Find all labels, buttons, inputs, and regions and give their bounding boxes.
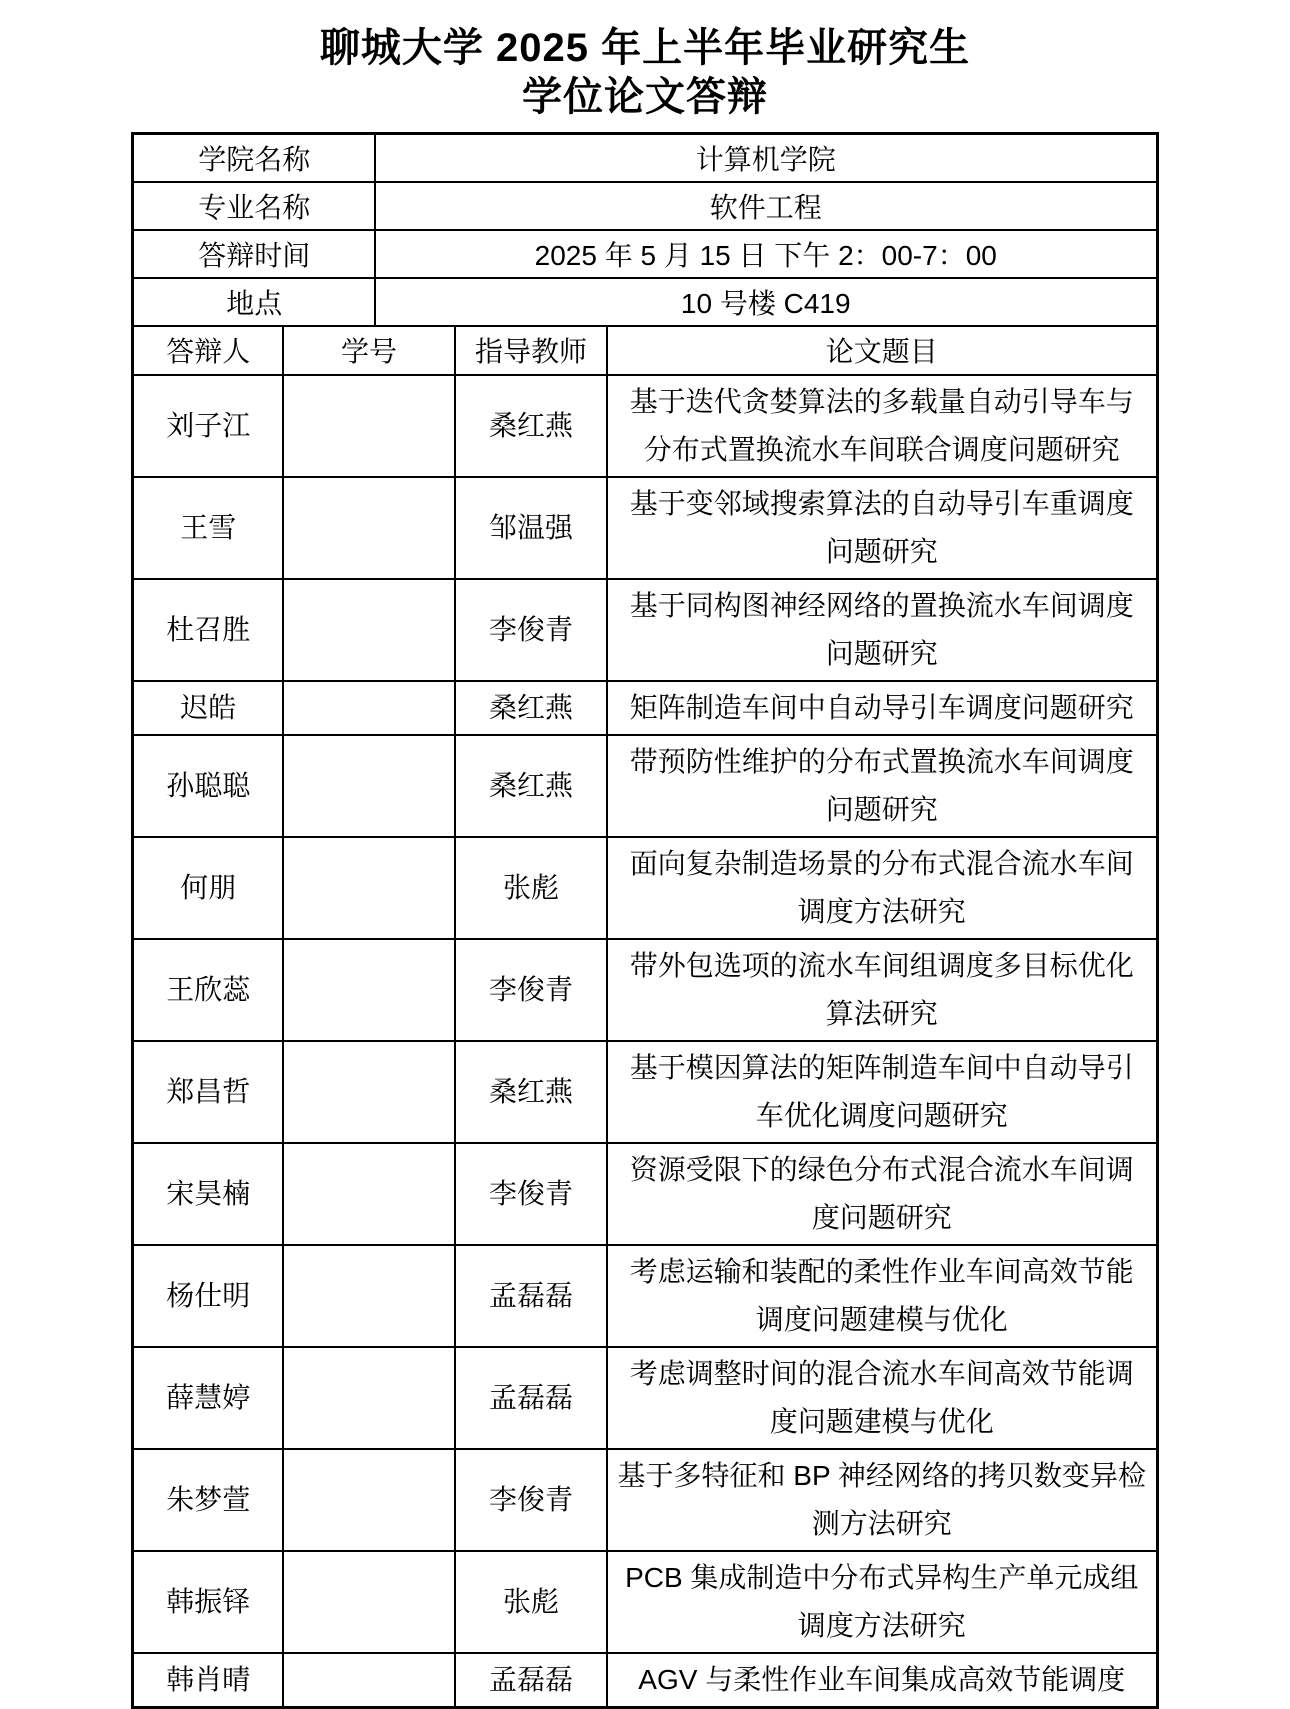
info-label-college: 学院名称 [133, 134, 375, 182]
table-row [133, 1143, 1157, 1245]
table-row [133, 1347, 1157, 1449]
cell-advisor: 邹温强 [455, 477, 607, 579]
cell-defender: 杨仕明 [133, 1245, 283, 1347]
table-row [133, 477, 1157, 579]
info-row-college [133, 134, 1157, 182]
page-title-line1: 聊城大学 2025 年上半年毕业研究生 [319, 26, 971, 70]
cell-defender: 薛慧婷 [133, 1347, 283, 1449]
cell-advisor: 桑红燕 [455, 1041, 607, 1143]
cell-thesis-title: 矩阵制造车间中自动导引车调度问题研究 [607, 681, 1157, 735]
cell-student-id [283, 375, 455, 477]
table-row [133, 1653, 1157, 1708]
table-row [133, 735, 1157, 837]
info-value-college: 计算机学院 [375, 134, 1157, 182]
cell-student-id [283, 1347, 455, 1449]
cell-student-id [283, 1551, 455, 1653]
table-row [133, 837, 1157, 939]
cell-defender: 郑昌哲 [133, 1041, 283, 1143]
cell-thesis-title: 面向复杂制造场景的分布式混合流水车间调度方法研究 [607, 837, 1157, 939]
cell-student-id [283, 681, 455, 735]
table-row [133, 939, 1157, 1041]
cell-thesis-title: AGV 与柔性作业车间集成高效节能调度 [607, 1653, 1157, 1708]
cell-student-id [283, 1041, 455, 1143]
info-value-location: 10 号楼 C419 [375, 278, 1157, 326]
cell-student-id [283, 939, 455, 1041]
cell-advisor: 张彪 [455, 837, 607, 939]
cell-advisor: 桑红燕 [455, 375, 607, 477]
table-row [133, 1041, 1157, 1143]
table-row [133, 375, 1157, 477]
cell-advisor: 桑红燕 [455, 735, 607, 837]
cell-student-id [283, 579, 455, 681]
page-title-line2: 学位论文答辩 [522, 75, 768, 119]
header-advisor: 指导教师 [455, 326, 607, 375]
cell-advisor: 孟磊磊 [455, 1653, 607, 1708]
table-row [133, 681, 1157, 735]
cell-advisor: 李俊青 [455, 1449, 607, 1551]
cell-advisor: 孟磊磊 [455, 1347, 607, 1449]
cell-defender: 宋昊楠 [133, 1143, 283, 1245]
cell-thesis-title: 基于模因算法的矩阵制造车间中自动导引车优化调度问题研究 [607, 1041, 1157, 1143]
cell-advisor: 李俊青 [455, 579, 607, 681]
cell-student-id [283, 1449, 455, 1551]
info-label-location: 地点 [133, 278, 375, 326]
table-row [133, 1449, 1157, 1551]
cell-student-id [283, 837, 455, 939]
cell-advisor: 李俊青 [455, 1143, 607, 1245]
info-row-time [133, 230, 1157, 278]
cell-defender: 孙聪聪 [133, 735, 283, 837]
table-row [133, 1245, 1157, 1347]
cell-defender: 朱梦萱 [133, 1449, 283, 1551]
cell-advisor: 李俊青 [455, 939, 607, 1041]
info-row-location [133, 278, 1157, 326]
cell-defender: 杜召胜 [133, 579, 283, 681]
header-thesis-title: 论文题目 [607, 326, 1157, 375]
cell-defender: 何朋 [133, 837, 283, 939]
cell-defender: 王雪 [133, 477, 283, 579]
cell-defender: 迟皓 [133, 681, 283, 735]
info-value-time: 2025 年 5 月 15 日 下午 2：00-7：00 [375, 230, 1157, 278]
info-label-time: 答辩时间 [133, 230, 375, 278]
table-row [133, 579, 1157, 681]
table-header-row [133, 326, 1157, 375]
info-value-major: 软件工程 [375, 182, 1157, 230]
header-defender: 答辩人 [133, 326, 283, 375]
cell-thesis-title: 基于变邻域搜索算法的自动导引车重调度问题研究 [607, 477, 1157, 579]
cell-defender: 刘子江 [133, 375, 283, 477]
cell-thesis-title: PCB 集成制造中分布式异构生产单元成组调度方法研究 [607, 1551, 1157, 1653]
cell-thesis-title: 考虑调整时间的混合流水车间高效节能调度问题建模与优化 [607, 1347, 1157, 1449]
header-student-id: 学号 [283, 326, 455, 375]
info-row-major [133, 182, 1157, 230]
table-row [133, 1551, 1157, 1653]
cell-student-id [283, 1653, 455, 1708]
cell-student-id [283, 735, 455, 837]
defense-schedule-table [131, 132, 1158, 1709]
cell-defender: 王欣蕊 [133, 939, 283, 1041]
cell-thesis-title: 带外包选项的流水车间组调度多目标优化算法研究 [607, 939, 1157, 1041]
cell-thesis-title: 考虑运输和装配的柔性作业车间高效节能调度问题建模与优化 [607, 1245, 1157, 1347]
cell-thesis-title: 带预防性维护的分布式置换流水车间调度问题研究 [607, 735, 1157, 837]
cell-advisor: 张彪 [455, 1551, 607, 1653]
cell-student-id [283, 477, 455, 579]
page-title [0, 0, 1290, 122]
cell-thesis-title: 资源受限下的绿色分布式混合流水车间调度问题研究 [607, 1143, 1157, 1245]
cell-defender: 韩肖晴 [133, 1653, 283, 1708]
cell-student-id [283, 1143, 455, 1245]
cell-advisor: 孟磊磊 [455, 1245, 607, 1347]
cell-thesis-title: 基于多特征和 BP 神经网络的拷贝数变异检测方法研究 [607, 1449, 1157, 1551]
cell-advisor: 桑红燕 [455, 681, 607, 735]
cell-student-id [283, 1245, 455, 1347]
cell-thesis-title: 基于同构图神经网络的置换流水车间调度问题研究 [607, 579, 1157, 681]
cell-thesis-title: 基于迭代贪婪算法的多载量自动引导车与分布式置换流水车间联合调度问题研究 [607, 375, 1157, 477]
cell-defender: 韩振铎 [133, 1551, 283, 1653]
info-label-major: 专业名称 [133, 182, 375, 230]
